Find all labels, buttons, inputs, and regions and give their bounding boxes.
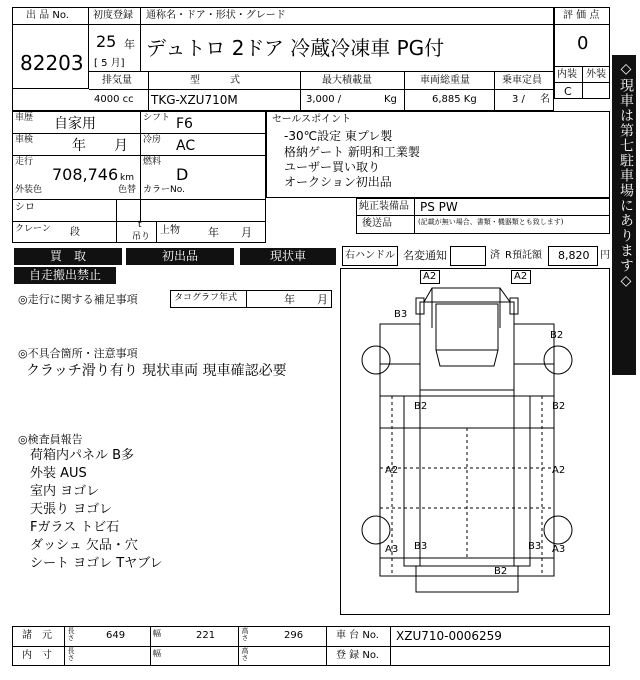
disp-label: 排気量 xyxy=(102,75,132,86)
upper-value: 年 月 xyxy=(208,226,252,239)
lot-label: 出 品 No. xyxy=(26,10,69,21)
inspector-line-6: ダッシュ 欠品・穴 xyxy=(30,538,138,553)
mark-a2-mid-right: A2 xyxy=(552,465,566,476)
aftermarket-label: 後送品 xyxy=(362,218,392,229)
gross-value: 6,885 Kg xyxy=(432,94,477,105)
color-code-label: カラーNo. xyxy=(143,185,185,195)
in-width-label: 幅 xyxy=(153,649,161,658)
mark-b2-rear: B2 xyxy=(494,566,508,577)
tacho-value: 年 月 xyxy=(284,293,328,306)
crane-ton: t xyxy=(138,220,142,230)
inspector-line-5: Fガラス トビ石 xyxy=(30,520,120,535)
crane-step: 段 xyxy=(70,227,80,238)
width-value: 221 xyxy=(196,630,216,641)
type-value: TKG-XZU710M xyxy=(151,93,238,107)
inspector-line-7: シート ヨゴレ Tヤブレ xyxy=(30,556,163,571)
history-label: 車歴 xyxy=(15,113,34,123)
shift-value: F6 xyxy=(176,116,193,132)
aftermarket-note: (記載が無い場合、書類・機器類とも致します) xyxy=(418,218,564,226)
mark-a2-top-right: A2 xyxy=(514,271,528,282)
ac-label: 冷房 xyxy=(143,135,162,145)
inspector-line-1: 荷箱内パネル B多 xyxy=(30,448,135,463)
sales-points-label: セールスポイント xyxy=(272,114,352,125)
upper-label: 上物 xyxy=(160,225,180,236)
first-reg-year-unit: 年 xyxy=(124,38,135,51)
model-label: 通称名・ドア・形状・グレード xyxy=(146,10,286,21)
shift-label: シフト xyxy=(143,113,171,123)
first-reg-month: [ 5 月] xyxy=(94,58,125,69)
mark-a2-mid-left: A2 xyxy=(385,465,399,476)
name-change-box xyxy=(450,246,486,266)
recycle-unit: 円 xyxy=(600,250,610,261)
status-first-listing: 初出品 xyxy=(126,248,234,265)
chassis-label: 車 台 No. xyxy=(336,630,379,641)
status-as-is: 現状車 xyxy=(240,248,336,265)
mark-b2-left-body: B2 xyxy=(414,401,428,412)
eval-score: 0 xyxy=(577,33,589,54)
in-length-label: 長さ xyxy=(67,647,75,661)
mark-b2-right-body: B2 xyxy=(552,401,566,412)
width-label: 幅 xyxy=(153,629,161,638)
disp-value: 4000 cc xyxy=(94,94,134,105)
parking-notice-banner xyxy=(612,55,636,375)
height-value: 296 xyxy=(284,630,304,641)
vehicle-title: デュトロ 2ドア 冷蔵冷凍車 PG付 xyxy=(146,36,445,60)
mark-b2-right-front: B2 xyxy=(550,330,564,341)
right-handle: 右ハンドル xyxy=(345,250,395,261)
mileage-unit: km xyxy=(120,173,134,183)
defects-label: ◎不具合箇所・注意事項 xyxy=(18,347,138,360)
mark-a2-top-left: A2 xyxy=(423,271,437,282)
mark-b3-lower-right: B3 xyxy=(528,541,542,552)
cap-unit: 名 xyxy=(540,94,550,105)
dims-label: 諸 元 xyxy=(22,630,52,641)
truck-diagram xyxy=(340,268,610,615)
eval-label: 評 価 点 xyxy=(563,10,600,21)
recycle-fee-value: 8,820 xyxy=(558,249,590,262)
std-equipment-value: PS PW xyxy=(420,200,458,214)
defects-text: クラッチ滑り有り 現状車両 現車確認必要 xyxy=(26,363,287,379)
fuel-value: D xyxy=(176,165,189,184)
inspection-label: 車検 xyxy=(15,135,34,145)
ext-color-value: シロ xyxy=(15,202,35,213)
crane-lift: 吊り xyxy=(132,232,151,242)
sales-point-2: 格納ゲート 新明和工業製 xyxy=(284,145,420,159)
mark-a3-left: A3 xyxy=(385,544,399,555)
interior-label: 内装 xyxy=(557,69,577,80)
exterior-label: 外装 xyxy=(586,69,606,80)
mileage-label: 走行 xyxy=(15,157,34,167)
inspector-line-3: 室内 ヨゴレ xyxy=(30,484,100,499)
mark-a3-right: A3 xyxy=(552,544,566,555)
type-label: 型 式 xyxy=(190,75,240,86)
inspection-value: 年 月 xyxy=(72,138,128,154)
tacho-label: タコグラフ年式 xyxy=(174,293,238,303)
driving-notes-label: ◎走行に関する補足事項 xyxy=(18,293,138,306)
recycle-fee-label: R預託額 xyxy=(505,250,542,261)
self-drive-banner: 自走搬出禁止 xyxy=(14,267,116,284)
length-label: 長さ xyxy=(67,627,75,641)
in-height-label: 高さ xyxy=(241,647,249,661)
cap-label: 乗車定員 xyxy=(502,75,542,86)
interior-dims-label: 内 寸 xyxy=(22,650,52,661)
ext-color-label: 外装色 xyxy=(15,185,43,195)
inspector-label: ◎検査員報告 xyxy=(18,433,83,446)
mark-b3-cab: B3 xyxy=(394,309,408,320)
cap-value: 3 / xyxy=(512,94,525,105)
crane-label: クレーン xyxy=(15,224,51,234)
load-value: 3,000 / xyxy=(306,94,342,105)
chassis-value: XZU710-0006259 xyxy=(396,629,502,643)
sales-point-1: -30℃設定 東プレ製 xyxy=(284,129,393,143)
recycle-label: 済 xyxy=(490,250,500,261)
color-change-label: 色替 xyxy=(118,185,137,195)
parking-notice-text: ◇現車は第七駐車場にあります◇ xyxy=(618,61,634,290)
inspector-line-4: 天張り ヨゴレ xyxy=(30,502,113,517)
inspector-line-2: 外装 AUS xyxy=(30,466,87,481)
status-kaitori: 買 取 xyxy=(14,248,122,265)
sales-point-4: オークション初出品 xyxy=(284,175,392,189)
first-reg-label: 初度登録 xyxy=(93,10,133,21)
sales-point-3: ユーザー買い取り xyxy=(284,160,381,174)
fuel-label: 燃料 xyxy=(143,157,162,167)
lot-number: 82203 xyxy=(20,51,84,75)
gross-label: 車両総重量 xyxy=(420,75,470,86)
interior-grade: C xyxy=(564,85,572,98)
height-label: 高さ xyxy=(241,627,249,641)
first-reg-year: 25 xyxy=(96,32,117,51)
reg-label: 登 録 No. xyxy=(336,650,379,661)
name-change-label: 名変通知 xyxy=(403,249,447,262)
load-label: 最大積載量 xyxy=(322,75,372,86)
history-value: 自家用 xyxy=(54,116,96,132)
length-value: 649 xyxy=(106,630,126,641)
std-equipment-label: 純正装備品 xyxy=(359,201,409,212)
mark-b3-lower-left: B3 xyxy=(414,541,428,552)
load-unit: Kg xyxy=(384,94,397,105)
ac-value: AC xyxy=(176,138,196,154)
mileage-value: 708,746 xyxy=(52,165,119,184)
